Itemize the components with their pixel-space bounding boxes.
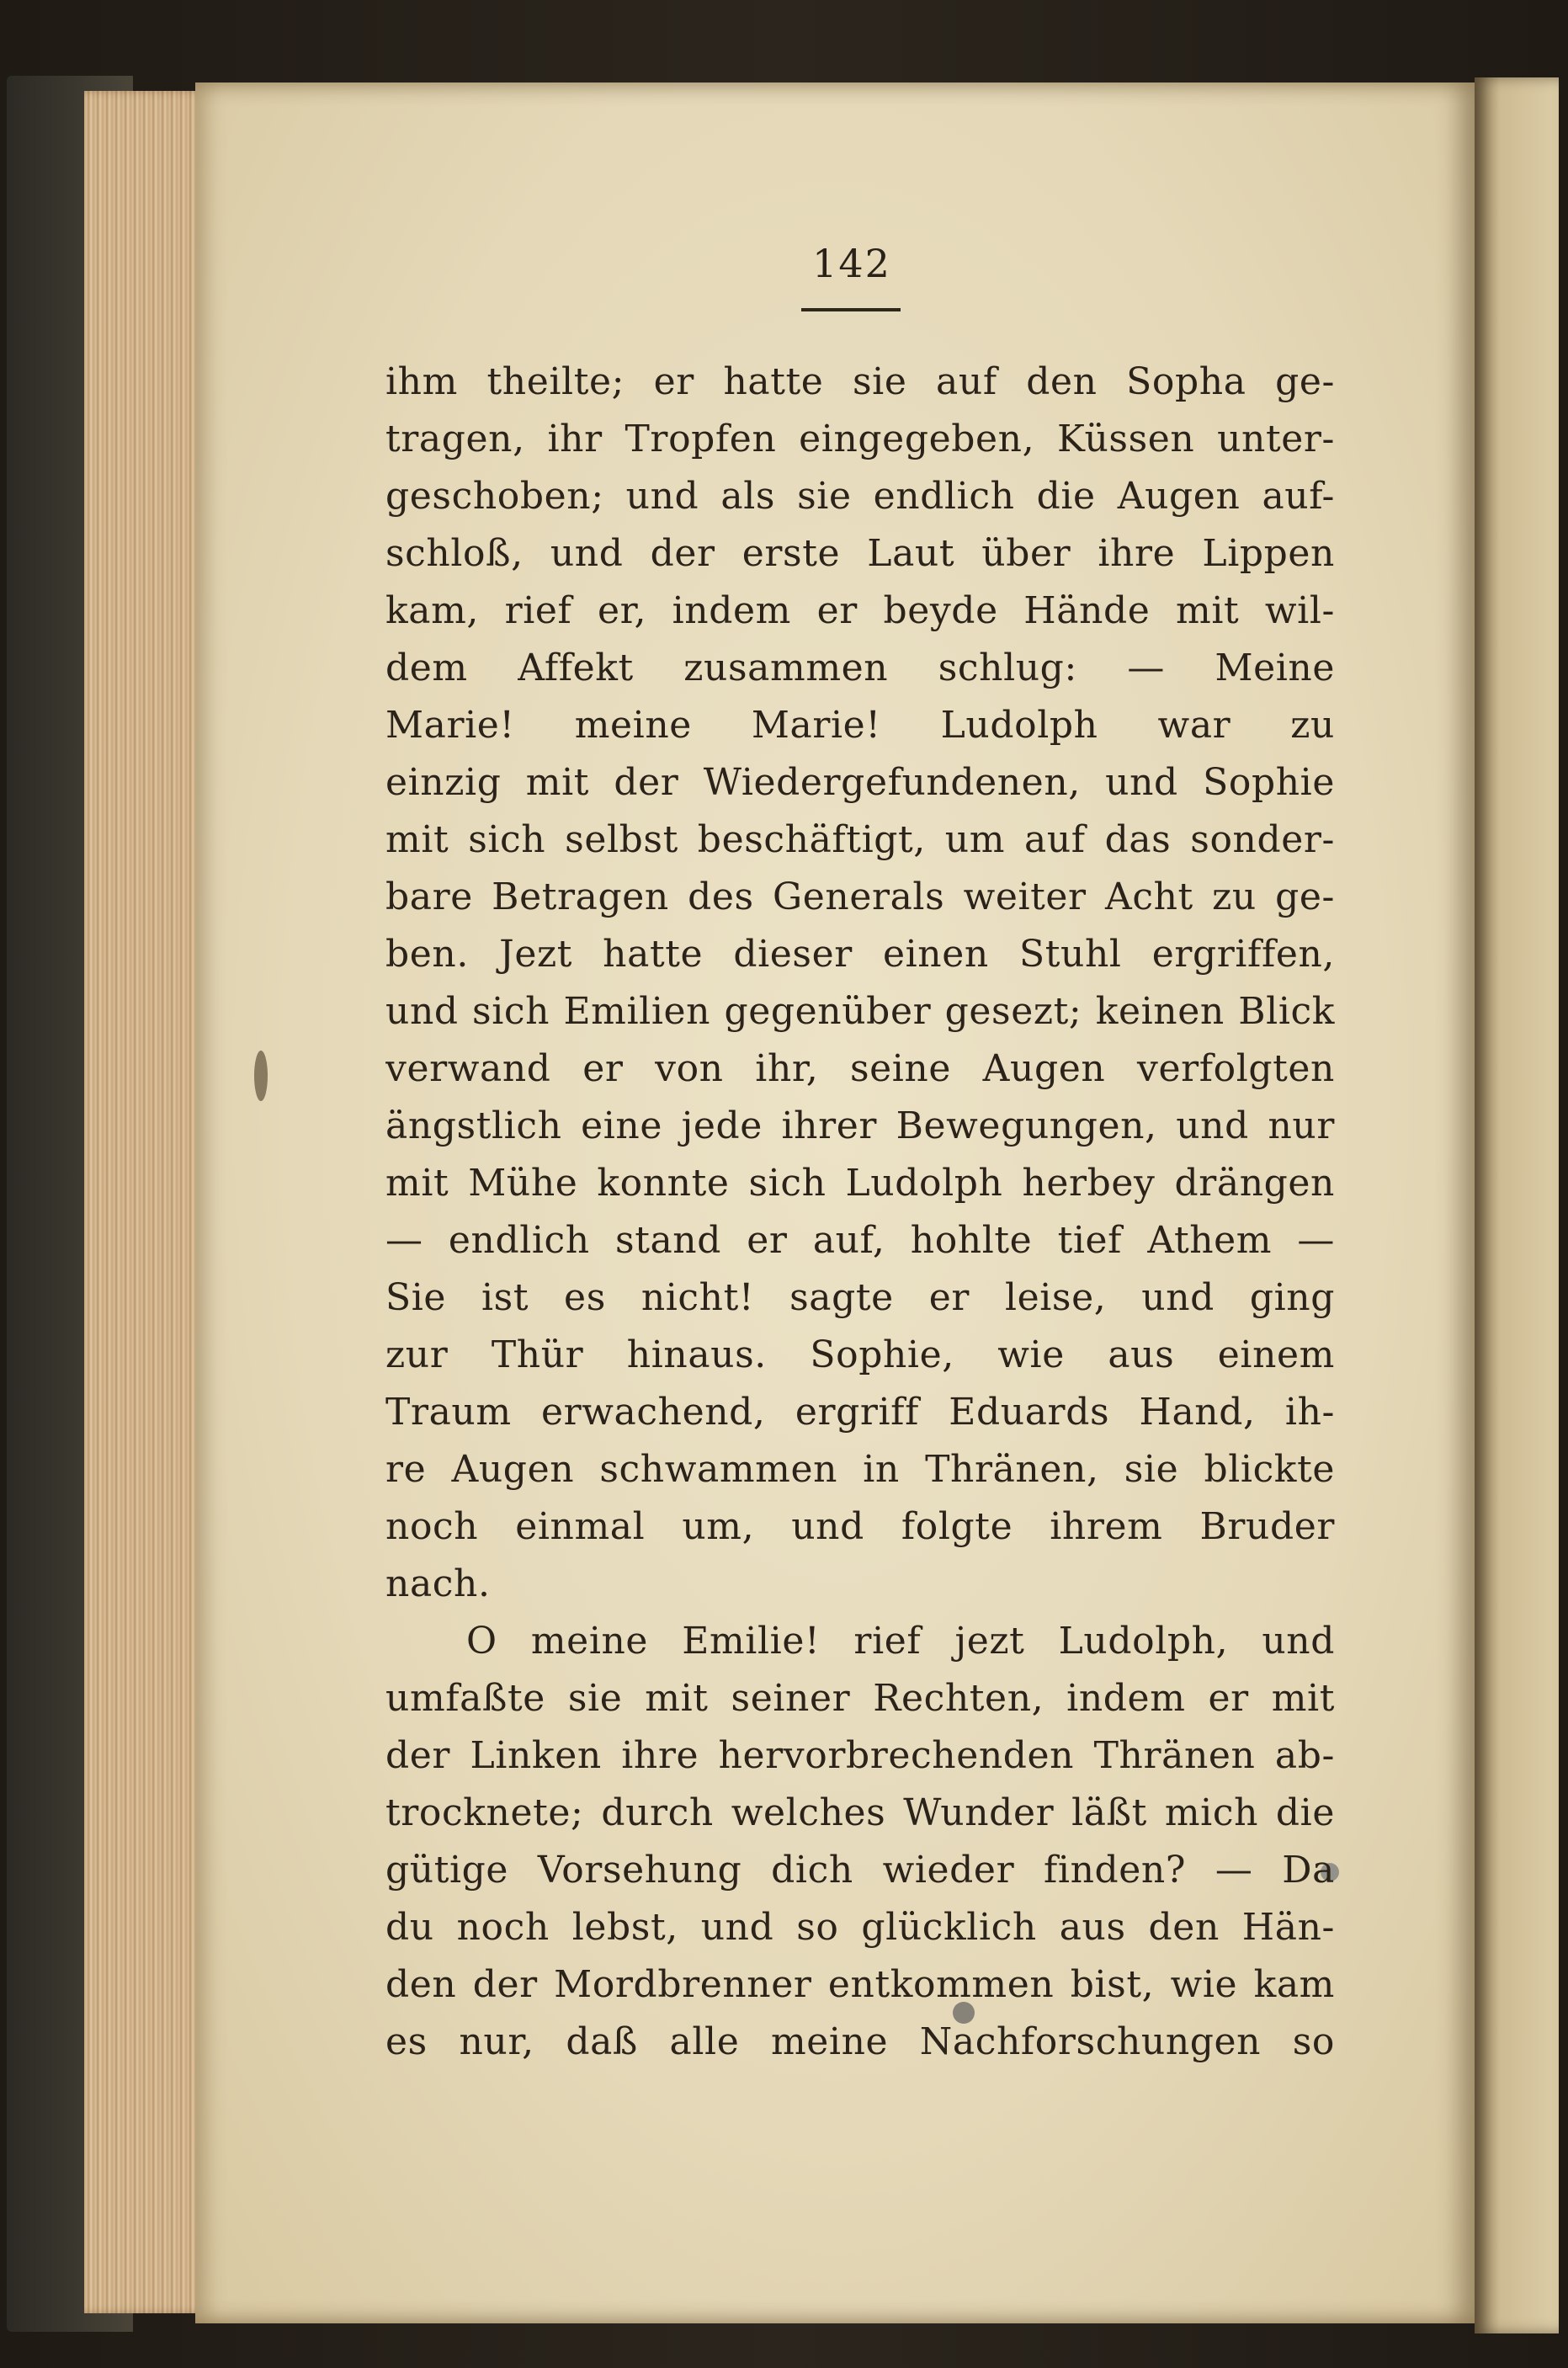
text-line: nach. bbox=[385, 1562, 491, 1605]
text-line: gütige Vorsehung dich wieder finden? — Da bbox=[385, 1849, 1335, 1892]
facing-page-edge bbox=[1475, 77, 1559, 2333]
text-line: den der Mordbrenner entkommen bist, wie kam bbox=[385, 1963, 1335, 2006]
text-line: tragen, ihr Tropfen eingegeben, Küssen unter- bbox=[385, 418, 1335, 460]
text-line: Traum erwachend, ergriff Eduards Hand, ih- bbox=[385, 1391, 1335, 1434]
text-line: kam, rief er, indem er beyde Hände mit wil- bbox=[385, 589, 1335, 632]
text-line: ängstlich eine jede ihrer Bewegungen, und nur bbox=[385, 1104, 1335, 1147]
text-line: re Augen schwammen in Thränen, sie blickte bbox=[385, 1448, 1335, 1491]
page-number: 142 bbox=[812, 241, 891, 286]
text-line: Sie ist es nicht! sagte er leise, und ging bbox=[385, 1276, 1335, 1319]
text-line: ben. Jezt hatte dieser einen Stuhl ergriffen, bbox=[385, 933, 1335, 976]
text-line: schloß, und der erste Laut über ihre Lippen bbox=[385, 532, 1335, 575]
text-line: einzig mit der Wiedergefundenen, und Sophie bbox=[385, 761, 1335, 804]
text-line: verwand er von ihr, seine Augen verfolgten bbox=[385, 1047, 1335, 1090]
text-line: Marie! meine Marie! Ludolph war zu bbox=[385, 704, 1335, 747]
text-line: und sich Emilien gegenüber gesezt; keinen Blick bbox=[385, 990, 1335, 1033]
text-line: — endlich stand er auf, hohlte tief Athem — bbox=[385, 1219, 1335, 1262]
text-line: der Linken ihre hervorbrechenden Thränen ab- bbox=[385, 1734, 1335, 1777]
text-line: noch einmal um, und folgte ihrem Bruder bbox=[385, 1505, 1335, 1548]
text-line: geschoben; und als sie endlich die Augen auf- bbox=[385, 475, 1335, 518]
ink-spot bbox=[254, 1051, 268, 1101]
text-line: zur Thür hinaus. Sophie, wie aus einem bbox=[385, 1333, 1335, 1376]
text-line: es nur, daß alle meine Nachforschungen so bbox=[385, 2020, 1335, 2063]
text-line: umfaßte sie mit seiner Rechten, indem er mit bbox=[385, 1677, 1335, 1720]
page-number-rule bbox=[801, 308, 901, 311]
text-line: ihm theilte; er hatte sie auf den Sopha ge- bbox=[385, 360, 1335, 403]
page-text bbox=[385, 354, 1335, 2088]
text-line: du noch lebst, und so glücklich aus den Hän- bbox=[385, 1906, 1335, 1949]
text-line: O meine Emilie! rief jezt Ludolph, und bbox=[466, 1620, 1335, 1663]
text-line: trocknete; durch welches Wunder läßt mich die bbox=[385, 1791, 1335, 1834]
page-edges bbox=[84, 91, 210, 2313]
text-line: bare Betragen des Generals weiter Acht zu ge- bbox=[385, 875, 1335, 918]
text-line: dem Affekt zusammen schlug: — Meine bbox=[385, 647, 1335, 689]
text-line: mit sich selbst beschäftigt, um auf das sonder- bbox=[385, 818, 1335, 861]
text-line: mit Mühe konnte sich Ludolph herbey drängen bbox=[385, 1162, 1335, 1205]
